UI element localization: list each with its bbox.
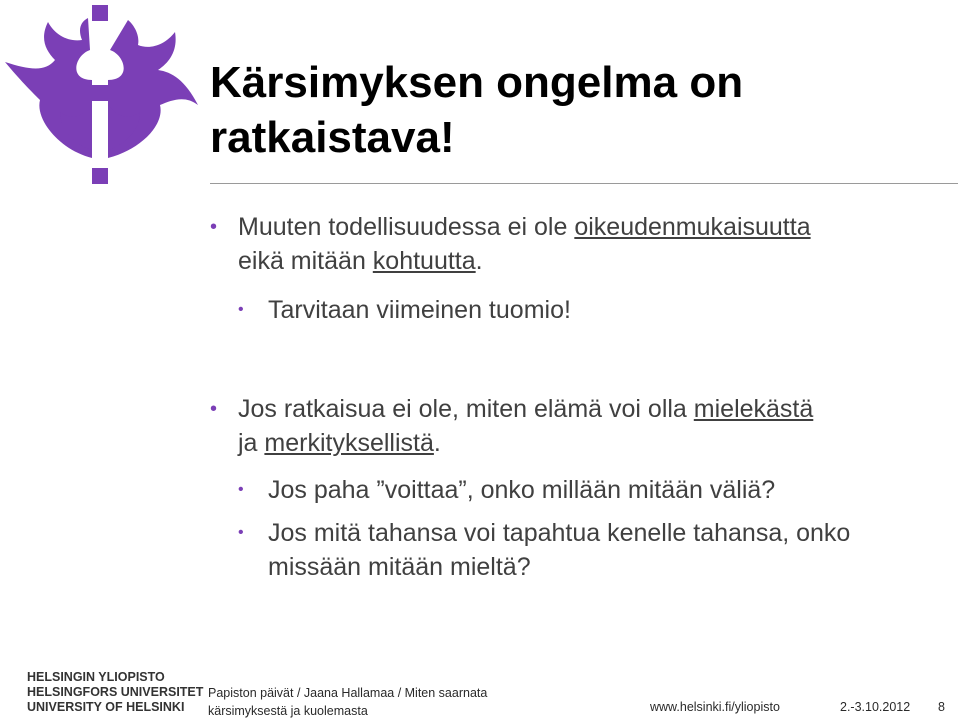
wordmark-finnish: HELSINGIN YLIOPISTO xyxy=(27,670,165,684)
bullet-2-text-mid: ja xyxy=(238,429,265,457)
bullet-2 xyxy=(210,392,948,460)
bullet-1-text-pre: Muuten todellisuudessa ei ole xyxy=(238,213,575,241)
bullet-1-text-post: . xyxy=(475,247,483,275)
sub-bullet-dot-icon: • xyxy=(238,301,244,318)
bullet-1 xyxy=(210,210,948,278)
bullet-2-text-post: . xyxy=(433,429,441,457)
bullet-2-text-pre: Jos ratkaisua ei ole, miten elämä voi olla xyxy=(238,395,694,423)
bullet-1-term-justice: oikeudenmukaisuutta xyxy=(574,213,811,241)
slide-title-line2: ratkaistava! xyxy=(210,113,455,162)
sub-bullet-dot-icon: • xyxy=(238,481,244,498)
bullet-2-sub-1-text: Jos paha ”voittaa”, onko millään mitään väliä? xyxy=(268,476,776,504)
bullet-dot-icon: • xyxy=(210,216,218,238)
footer-presenter-line1: Papiston päivät / Jaana Hallamaa / Miten saarnata xyxy=(208,686,488,700)
slide-title xyxy=(210,55,930,165)
bullet-2-term-meaningful: mielekästä xyxy=(693,395,814,423)
bullet-2-sub-2-line2: missään mitään mieltä? xyxy=(268,553,531,581)
university-flame-logo xyxy=(0,0,200,195)
bullet-dot-icon: • xyxy=(210,398,218,420)
footer-date: 2.-3.10.2012 xyxy=(840,700,911,714)
bullet-1-term-fairness: kohtuutta xyxy=(372,247,476,275)
page-number: 8 xyxy=(938,700,945,714)
title-divider xyxy=(210,183,958,184)
wordmark-english: UNIVERSITY OF HELSINKI xyxy=(27,700,185,714)
footer-presenter-line2: kärsimyksestä ja kuolemasta xyxy=(208,704,368,718)
bullet-2-sub-1 xyxy=(238,473,948,507)
university-wordmark xyxy=(27,670,203,715)
bullet-2-term-significant: merkityksellistä xyxy=(264,429,434,457)
footer-url: www.helsinki.fi/yliopisto xyxy=(650,700,780,714)
bullet-2-sub-2 xyxy=(238,516,948,584)
bullet-1-text-mid: eikä mitään xyxy=(238,247,373,275)
bullet-1-sub-1-text: Tarvitaan viimeinen tuomio! xyxy=(268,296,571,324)
slide-title-line1: Kärsimyksen ongelma on xyxy=(210,58,744,107)
wordmark-swedish: HELSINGFORS UNIVERSITET xyxy=(27,685,204,699)
sub-bullet-dot-icon: • xyxy=(238,524,244,541)
bullet-2-sub-2-line1: Jos mitä tahansa voi tapahtua kenelle tahansa, onko xyxy=(268,519,851,547)
bullet-1-sub-1 xyxy=(238,293,948,327)
